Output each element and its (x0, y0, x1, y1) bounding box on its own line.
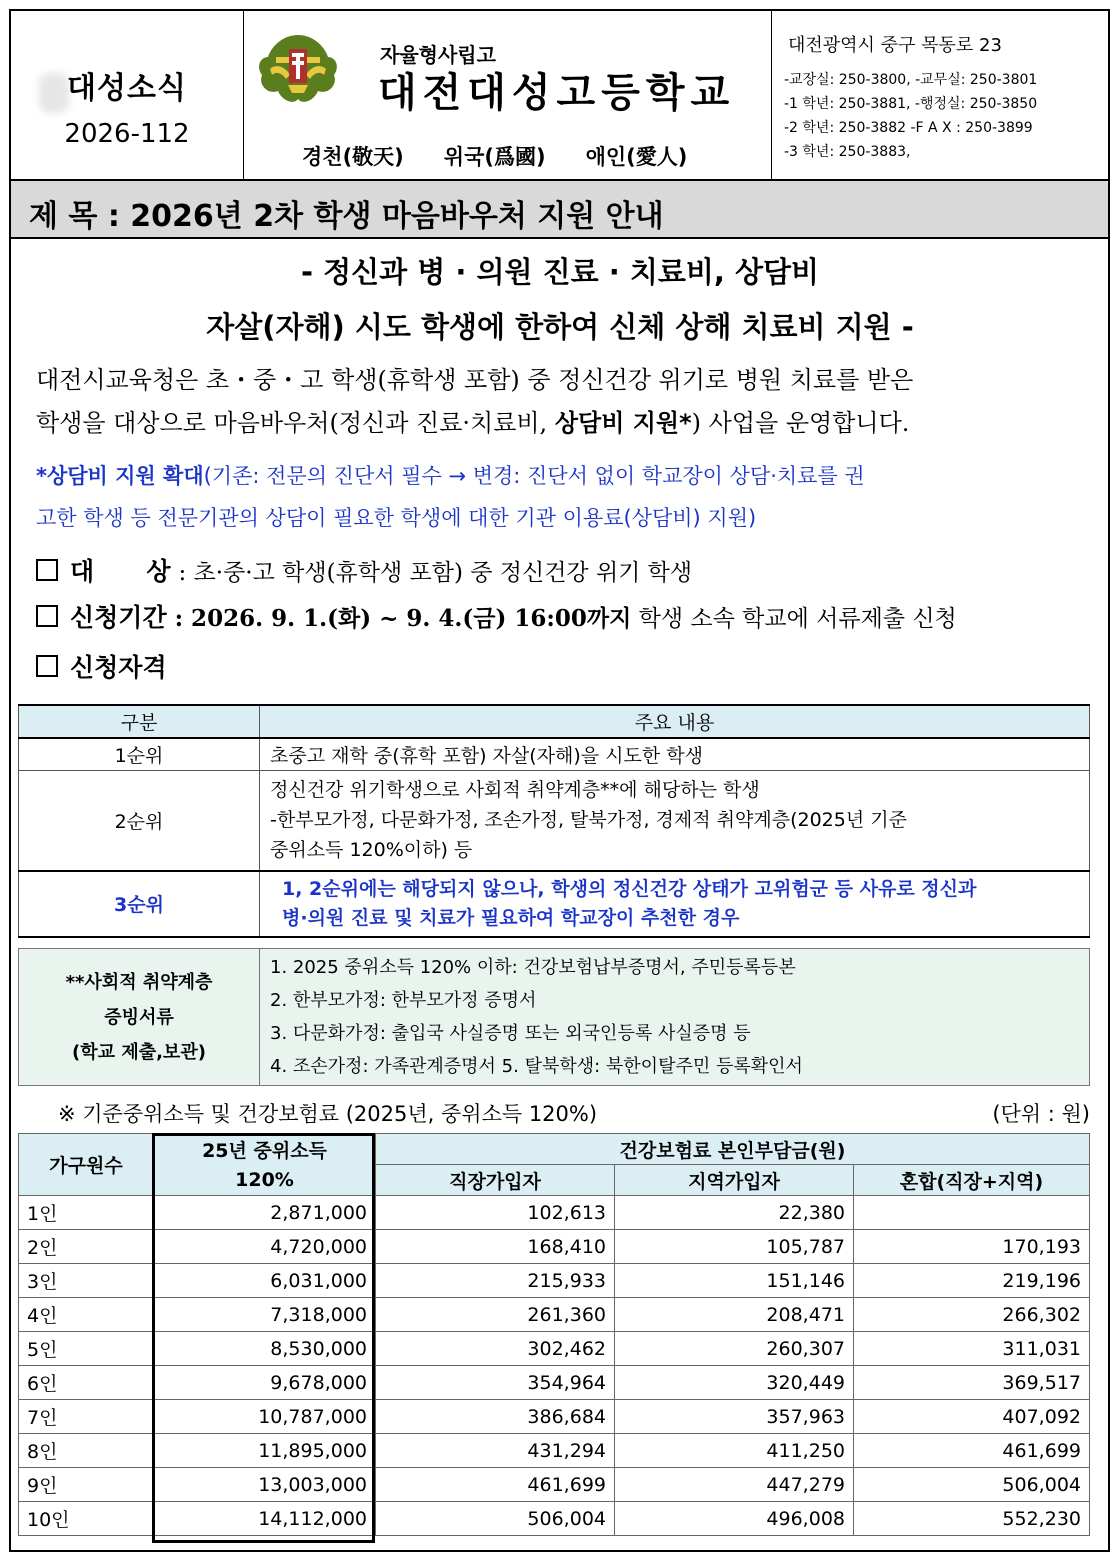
period-tail: 학생 소속 학교에 서류제출 신청 (631, 606, 957, 632)
school-name: 대전대성고등학교 (378, 70, 736, 116)
header-cell: 25년 중위소득 (154, 1134, 376, 1165)
value-cell: 14,112,000 (154, 1502, 376, 1536)
table-row (19, 771, 1090, 871)
value-cell: 208,471 (615, 1298, 854, 1332)
value-cell: 219,196 (854, 1264, 1090, 1298)
content-line: 정신건강 위기학생으로 사회적 취약계층**에 해당하는 학생 (270, 779, 760, 802)
issue-box (11, 11, 244, 179)
label-line: **사회적 취약계층 (65, 971, 213, 993)
household-cell: 9인 (19, 1468, 154, 1502)
table-row (19, 1196, 1090, 1230)
value-cell (854, 1196, 1090, 1230)
value-cell: 105,787 (615, 1230, 854, 1264)
period-item (36, 598, 957, 634)
document-item: 1. 2025 중위소득 120% 이하: 건강보험납부증명서, 주민등록등본 (270, 957, 796, 978)
document-item: 3. 다문화가정: 출입국 사실증명 또는 외국인등록 사실증명 등 (270, 1023, 751, 1044)
household-cell: 1인 (19, 1196, 154, 1230)
household-cell: 6인 (19, 1366, 154, 1400)
subtitle-line-2: 자살(자해) 시도 학생에 한하여 신체 상해 치료비 지원 - (206, 310, 914, 344)
value-cell: 407,092 (854, 1400, 1090, 1434)
phone-line: -교장실: 250-3800, -교무실: 250-3801 (784, 72, 1038, 88)
phone-line: -2 학년: 250-3882 -F A X : 250-3899 (784, 120, 1033, 136)
motto-3: 애인(愛人) (585, 145, 688, 169)
value-cell: 552,230 (854, 1502, 1090, 1536)
school-emblem-icon (256, 27, 340, 111)
phone-line: -3 학년: 250-3883, (784, 144, 911, 160)
household-cell: 7인 (19, 1400, 154, 1434)
content-line: 초중고 재학 중(휴학 포함) 자살(자해)을 시도한 학생 (270, 745, 703, 767)
content-line: -한부모가정, 다문화가정, 조손가정, 탈북가정, 경제적 취약계층(2025년 기준 (270, 809, 907, 832)
value-cell: 6,031,000 (154, 1264, 376, 1298)
intro-text: ) 사업을 운영합니다. (691, 409, 910, 437)
household-cell: 10인 (19, 1502, 154, 1536)
table-header (19, 1134, 1090, 1165)
table-row (19, 949, 1090, 1086)
value-cell: 447,279 (615, 1468, 854, 1502)
household-cell: 3인 (19, 1264, 154, 1298)
value-cell: 302,462 (376, 1332, 615, 1366)
rank-cell: 3순위 (19, 871, 260, 937)
table-row (19, 1502, 1090, 1536)
content-cell (260, 871, 1090, 937)
contact-box (772, 11, 1108, 179)
note-text: (기존: 전문의 진단서 필수 → 변경: 진단서 없이 학교장이 상담·치료를 권 (203, 464, 865, 488)
table-row (19, 1366, 1090, 1400)
value-cell: 13,003,000 (154, 1468, 376, 1502)
qualification-item (36, 648, 167, 684)
value-cell: 461,699 (854, 1434, 1090, 1468)
value-cell: 10,787,000 (154, 1400, 376, 1434)
value-cell: 354,964 (376, 1366, 615, 1400)
value-cell: 320,449 (615, 1366, 854, 1400)
value-cell: 506,004 (854, 1468, 1090, 1502)
header-cell: 직장가입자 (376, 1165, 615, 1196)
value-cell: 8,530,000 (154, 1332, 376, 1366)
target-item (36, 552, 692, 588)
table-header (19, 705, 1090, 738)
school-type: 자율형사립고 (380, 43, 496, 67)
table-row (19, 1468, 1090, 1502)
document-item: 4. 조손가정: 가족관계증명서 5. 탈북학생: 북한이탈주민 등록확인서 (270, 1056, 803, 1077)
documents-list (260, 949, 1090, 1086)
table-row (19, 738, 1090, 771)
qualification-label: 신청자격 (70, 653, 167, 682)
value-cell: 261,360 (376, 1298, 615, 1332)
page-title: 제 목 : 2026년 2차 학생 마음바우처 지원 안내 (29, 199, 664, 234)
table-row (19, 1400, 1090, 1434)
content-cell (260, 738, 1090, 771)
value-cell: 369,517 (854, 1366, 1090, 1400)
value-cell: 7,318,000 (154, 1298, 376, 1332)
label-line: 증빙서류 (104, 1006, 174, 1028)
newsletter-name: 대성소식 (67, 71, 187, 106)
document-item: 2. 한부모가정: 한부모가정 증명서 (270, 990, 537, 1011)
checkbox-icon (36, 655, 58, 677)
note-emphasis: *상담비 지원 확대 (36, 464, 204, 488)
income-note: ※ 기준중위소득 및 건강보험료 (2025년, 중위소득 120%) (58, 1102, 598, 1126)
value-cell: 431,294 (376, 1434, 615, 1468)
income-rows (19, 1196, 1090, 1536)
table-row (19, 1230, 1090, 1264)
note-line-2: 고한 학생 등 전문기관의 상담이 필요한 학생에 대한 기관 이용료(상담비) 지원) (36, 506, 757, 530)
table-row (19, 1264, 1090, 1298)
content-line: 병·의원 진료 및 치료가 필요하여 학교장이 추천한 경우 (282, 906, 740, 929)
table-row (19, 1434, 1090, 1468)
content-cell (260, 771, 1090, 871)
value-cell: 9,678,000 (154, 1366, 376, 1400)
motto-2: 위국(爲國) (443, 145, 546, 169)
value-cell: 151,146 (615, 1264, 854, 1298)
header-cell: 건강보험료 본인부담금(원) (376, 1134, 1090, 1165)
household-cell: 8인 (19, 1434, 154, 1468)
phone-line: -1 학년: 250-3881, -행정실: 250-3850 (784, 96, 1038, 112)
value-cell: 260,307 (615, 1332, 854, 1366)
value-cell: 357,963 (615, 1400, 854, 1434)
school-address: 대전광역시 중구 목동로 23 (788, 35, 1002, 56)
table-row (19, 1332, 1090, 1366)
value-cell: 11,895,000 (154, 1434, 376, 1468)
documents-table (18, 948, 1090, 1086)
table-header (19, 1165, 1090, 1196)
motto-1: 경천(敬天) (302, 145, 404, 169)
value-cell: 311,031 (854, 1332, 1090, 1366)
rank-cell: 2순위 (19, 771, 260, 871)
header-cell: 120% (154, 1165, 376, 1196)
value-cell: 496,008 (615, 1502, 854, 1536)
label-line: (학교 제출,보관) (72, 1041, 206, 1063)
value-cell: 215,933 (376, 1264, 615, 1298)
intro-line-1: 대전시교육청은 초・중・고 학생(휴학생 포함) 중 정신건강 위기로 병원 치료를 받은 (36, 366, 914, 394)
intro-text: 학생을 대상으로 마음바우처(정신과 진료·치료비, (36, 409, 555, 437)
priority-table (18, 704, 1090, 938)
header-cell: 지역가입자 (615, 1165, 854, 1196)
checkbox-icon (36, 559, 58, 581)
value-cell: 386,684 (376, 1400, 615, 1434)
title-bar (11, 181, 1108, 239)
checkbox-icon (36, 605, 58, 627)
value-cell: 4,720,000 (154, 1230, 376, 1264)
value-cell: 461,699 (376, 1468, 615, 1502)
period-value: : 2026. 9. 1.(화) ~ 9. 4.(금) 16:00까지 (174, 605, 632, 632)
header-cell: 구분 (19, 705, 260, 738)
content-line: 중위소득 120%이하) 등 (270, 839, 473, 862)
note-line-1 (36, 460, 865, 490)
period-label: 신청기간 (70, 603, 167, 632)
school-box (244, 11, 772, 179)
value-cell: 170,193 (854, 1230, 1090, 1264)
income-table (18, 1133, 1090, 1536)
target-value: : 초·중·고 학생(휴학생 포함) 중 정신건강 위기 학생 (178, 560, 693, 586)
value-cell: 2,871,000 (154, 1196, 376, 1230)
issue-number: 2026-112 (64, 119, 190, 149)
value-cell: 22,380 (615, 1196, 854, 1230)
value-cell: 266,302 (854, 1298, 1090, 1332)
table-row (19, 871, 1090, 937)
intro-line-2 (36, 403, 909, 438)
value-cell: 168,410 (376, 1230, 615, 1264)
school-motto (302, 141, 687, 171)
content-line: 1, 2순위에는 해당되지 않으나, 학생의 정신건강 상태가 고위험군 등 사유로 정신과 (282, 877, 977, 900)
subtitle-line-1: - 정신과 병 · 의원 진료 · 치료비, 상담비 (300, 255, 820, 289)
table-row (19, 1298, 1090, 1332)
value-cell: 102,613 (376, 1196, 615, 1230)
header-cell: 가구원수 (19, 1134, 154, 1196)
income-unit: (단위 : 원) (992, 1102, 1090, 1126)
header-cell: 주요 내용 (260, 705, 1090, 738)
header-cell: 혼합(직장+지역) (854, 1165, 1090, 1196)
target-label: 대 상 (70, 557, 171, 586)
letterhead (11, 11, 1108, 181)
household-cell: 4인 (19, 1298, 154, 1332)
value-cell: 506,004 (376, 1502, 615, 1536)
rank-cell: 1순위 (19, 738, 260, 771)
household-cell: 5인 (19, 1332, 154, 1366)
household-cell: 2인 (19, 1230, 154, 1264)
value-cell: 411,250 (615, 1434, 854, 1468)
intro-emphasis: 상담비 지원* (554, 409, 692, 437)
documents-label (19, 949, 260, 1086)
